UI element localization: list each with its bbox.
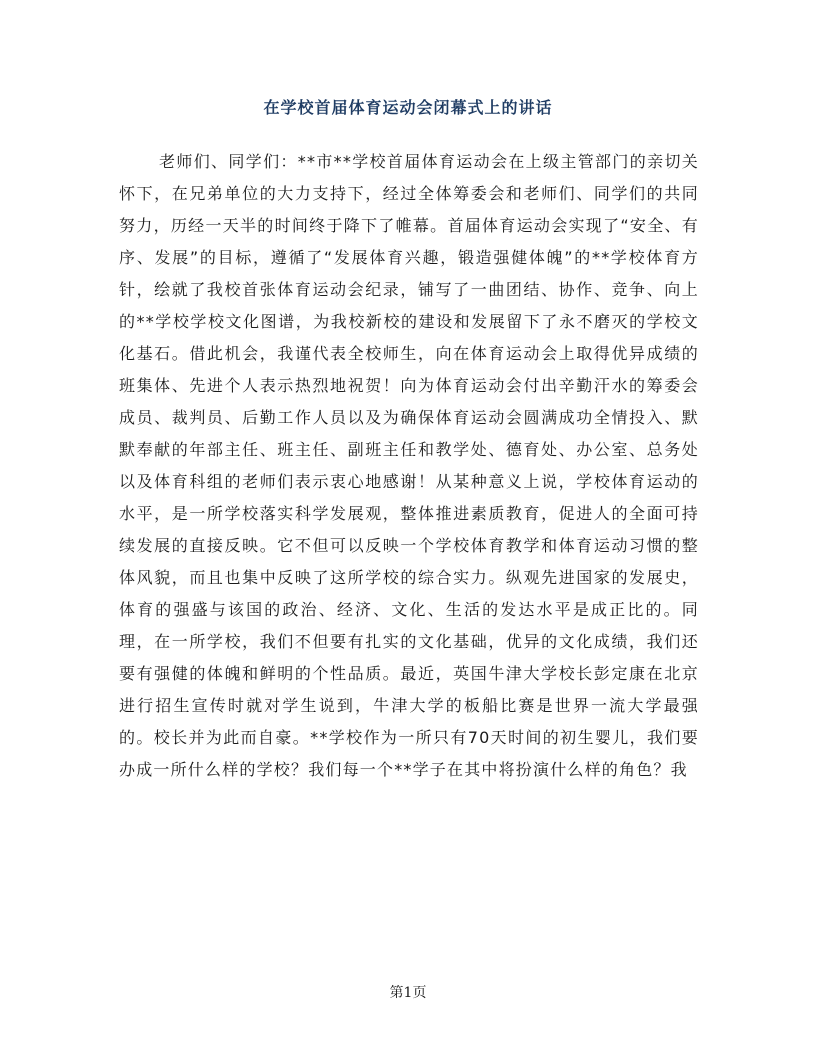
page-number: 第1页 <box>389 985 427 1001</box>
document-title: 在学校首届体育运动会闭幕式上的讲话 <box>263 98 553 117</box>
body-paragraph: 老师们、同学们：**市**学校首届体育运动会在上级主管部门的亲切关怀下，在兄弟单位的大力支持下，经过全体筹委会和老师们、同学们的共同努力，历经一天半的时间终于降下了帷幕。首届体育运动会实现了“安全、有序、发展”的目标，遵循了“发展体育兴趣，锻造强健体魄”的**学校体育方针，绘就了我校首张体育运动会纪录，铺写了一曲团结、协作、竞争、向上的**学校学校文化图谱，为我校新校的建设和发展留下了永不磨灭的学校文化基石。借此机会，我谨代表全校师生，向在体育运动会上取得优异成绩的班集体、先进个人表示热烈地祝贺！向为体育运动会付出辛勤汗水的筹委会成员、裁判员、后勤工作人员以及为确保体育运动会圆满成功全情投入、默默奉献的年部主任、班主任、副班主任和教学处、德育处、办公室、总务处以及体育科组的老师们表示衷心地感谢！从某种意义上说，学校体育运动的水平，是一所学校落实科学发展观，整体推进素质教育，促进人的全面可持续发展的直接反映。它不但可以反映一个学校体育教学和体育运动习惯的整体风貌，而且也集中反映了这所学校的综合实力。纵观先进国家的发展史，体育的强盛与该国的政治、经济、文化、生活的发达水平是成正比的。同理，在一所学校，我们不但要有扎实的文化基础，优异的文化成绩，我们还要有强健的体魄和鲜明的个性品质。最近，英国牛津大学校长彭定康在北京进行招生宣传时就对学生说到，牛津大学的板船比赛是世界一流大学最强的。校长并为此而自豪。**学校作为一所只有70天时间的初生婴儿，我们要办成一所什么样的学校？我们每一个**学子在其中将扮演什么样的角色？我 <box>119 152 699 779</box>
